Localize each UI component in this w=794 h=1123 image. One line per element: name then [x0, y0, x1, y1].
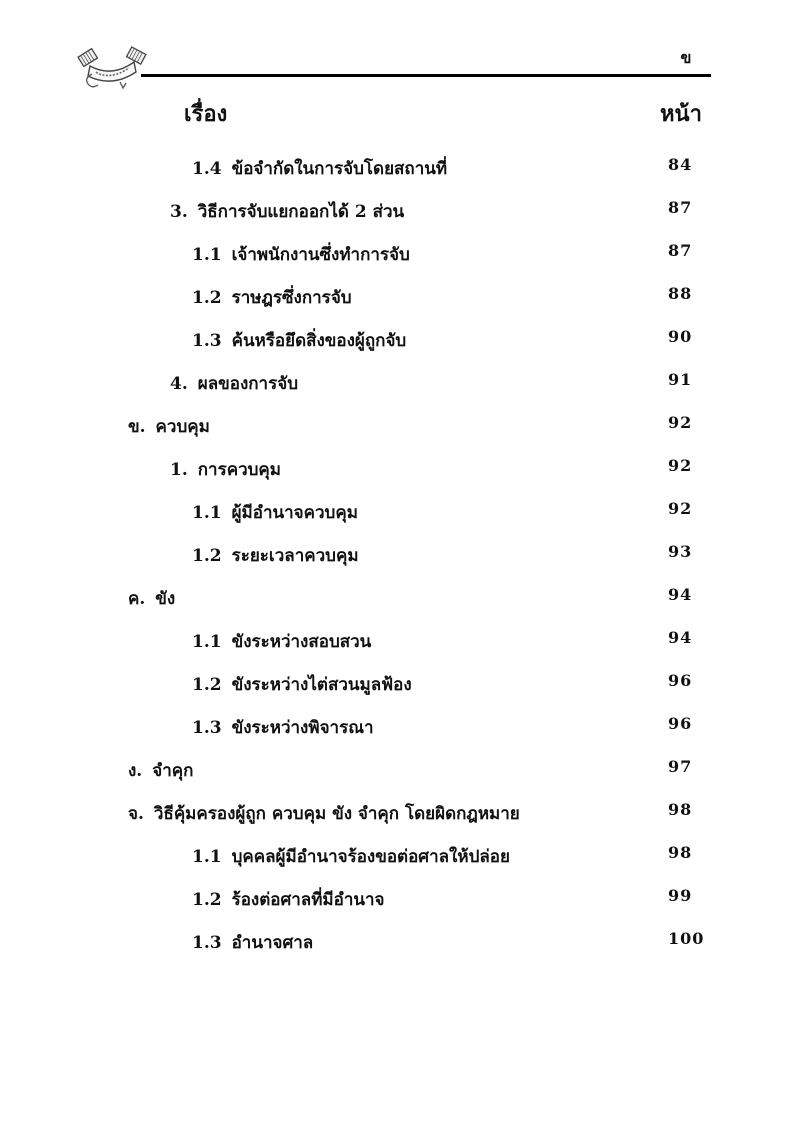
toc-entry-text: ราษฎรซึ่งการจับ: [231, 288, 352, 308]
toc-entry-label: [192, 284, 352, 311]
toc-entry-label: [170, 370, 298, 397]
toc-row: [0, 491, 794, 534]
column-header-page: หน้า: [660, 101, 702, 127]
toc-entry-page-number: 87: [668, 241, 693, 260]
toc-row: [0, 147, 794, 190]
toc-entry-text: วิธีคุ้มครองผู้ถูก ควบคุม ขัง จำคุก โดยผิดกฎหมาย: [153, 804, 520, 824]
toc-entry-number: 1.1: [192, 847, 222, 867]
folio-page-number: ข: [680, 48, 692, 67]
toc-entry-page-number: 96: [668, 714, 693, 733]
toc-row: [0, 534, 794, 577]
toc-entry-page-number: 98: [668, 800, 693, 819]
toc-entry-number: 1.1: [192, 632, 222, 652]
toc-row: [0, 921, 794, 964]
toc-entry-number: จ.: [128, 804, 144, 824]
toc-entry-page-number: 97: [668, 757, 693, 776]
toc-entry-label: [170, 198, 404, 225]
toc-entry-page-number: 92: [668, 413, 693, 432]
toc-entry-text: เจ้าพนักงานซึ่งทำการจับ: [231, 245, 410, 265]
toc-entry-text: อำนาจศาล: [231, 933, 314, 953]
toc-entry-number: 1.1: [192, 503, 222, 523]
toc-entry-page-number: 94: [668, 628, 693, 647]
toc-row: [0, 835, 794, 878]
toc-entry-page-number: 92: [668, 456, 693, 475]
toc-entry-text: การควบคุม: [197, 460, 282, 480]
toc-row: [0, 577, 794, 620]
toc-row: [0, 878, 794, 921]
toc-entry-number: 1.1: [192, 245, 222, 265]
toc-entry-number: 1.2: [192, 675, 222, 695]
toc-entry-page-number: 96: [668, 671, 693, 690]
toc-entry-number: 1.: [170, 460, 188, 480]
toc-entry-text: ควบคุม: [155, 417, 210, 437]
toc-entry-number: ข.: [128, 417, 146, 437]
toc-entry-page-number: 99: [668, 886, 693, 905]
toc-entry-text: ข้อจำกัดในการจับโดยสถานที่: [231, 159, 448, 179]
toc-entry-number: 3.: [170, 202, 188, 222]
toc-entry-label: [192, 628, 371, 655]
toc-entry-label: [128, 757, 193, 784]
toc-entry-page-number: 87: [668, 198, 693, 217]
toc-row: [0, 749, 794, 792]
toc-entry-text: ผลของการจับ: [197, 374, 298, 394]
toc-entry-text: ขังระหว่างไต่สวนมูลฟ้อง: [231, 675, 412, 695]
toc-row: [0, 792, 794, 835]
toc-entry-page-number: 84: [668, 155, 693, 174]
toc-entry-number: 1.2: [192, 288, 222, 308]
toc-entry-label: [192, 714, 374, 741]
toc-entry-text: วิธีการจับแยกออกได้ 2 ส่วน: [197, 202, 405, 222]
toc-entry-text: ขังระหว่างพิจารณา: [231, 718, 374, 738]
toc-entry-number: 1.3: [192, 933, 222, 953]
toc-entry-number: 1.3: [192, 718, 222, 738]
toc-entry-label: [192, 499, 358, 526]
toc-entry-text: ระยะเวลาควบคุม: [231, 546, 359, 566]
toc-entry-label: [192, 929, 313, 956]
toc-row: [0, 190, 794, 233]
toc-row: [0, 663, 794, 706]
toc-entry-label: [192, 542, 359, 569]
toc-entry-label: [192, 327, 406, 354]
toc-entry-page-number: 88: [668, 284, 693, 303]
toc-entry-page-number: 94: [668, 585, 693, 604]
toc-entry-number: ค.: [128, 589, 146, 609]
toc-entry-text: ร้องต่อศาลที่มีอำนาจ: [231, 890, 385, 910]
header-rule: [141, 74, 711, 77]
toc-entry-page-number: 98: [668, 843, 693, 862]
toc-entry-page-number: 91: [668, 370, 693, 389]
toc-entry-number: 1.4: [192, 159, 222, 179]
toc-entry-label: [192, 241, 410, 268]
toc-entry-label: [128, 413, 210, 440]
toc-entry-label: [192, 886, 385, 913]
toc-list: [0, 147, 794, 964]
toc-entry-page-number: 92: [668, 499, 693, 518]
ribbon-banner-logo-icon: [76, 44, 148, 98]
toc-row: [0, 276, 794, 319]
toc-entry-label: [192, 843, 510, 870]
toc-row: [0, 405, 794, 448]
toc-row: [0, 233, 794, 276]
toc-entry-text: จำคุก: [152, 761, 194, 781]
toc-entry-number: 1.2: [192, 890, 222, 910]
toc-row: [0, 319, 794, 362]
toc-row: [0, 620, 794, 663]
toc-entry-label: [192, 155, 447, 182]
toc-row: [0, 706, 794, 749]
column-header-subject: เรื่อง: [184, 101, 228, 127]
toc-entry-label: [128, 800, 520, 827]
toc-entry-text: ขังระหว่างสอบสวน: [231, 632, 372, 652]
toc-entry-text: ผู้มีอำนาจควบคุม: [231, 503, 358, 523]
toc-entry-text: ค้นหรือยึดสิ่งของผู้ถูกจับ: [231, 331, 407, 351]
toc-entry-page-number: 100: [668, 929, 705, 948]
toc-entry-text: บุคคลผู้มีอำนาจร้องขอต่อศาลให้ปล่อย: [231, 847, 510, 867]
toc-entry-label: [170, 456, 281, 483]
toc-row: [0, 362, 794, 405]
column-headers: [0, 96, 794, 130]
toc-entry-number: 4.: [170, 374, 188, 394]
toc-entry-number: ง.: [128, 761, 143, 781]
toc-row: [0, 448, 794, 491]
toc-entry-label: [192, 671, 412, 698]
toc-entry-label: [128, 585, 175, 612]
toc-entry-number: 1.3: [192, 331, 222, 351]
toc-entry-number: 1.2: [192, 546, 222, 566]
toc-entry-text: ขัง: [155, 589, 176, 609]
toc-entry-page-number: 90: [668, 327, 693, 346]
toc-entry-page-number: 93: [668, 542, 693, 561]
